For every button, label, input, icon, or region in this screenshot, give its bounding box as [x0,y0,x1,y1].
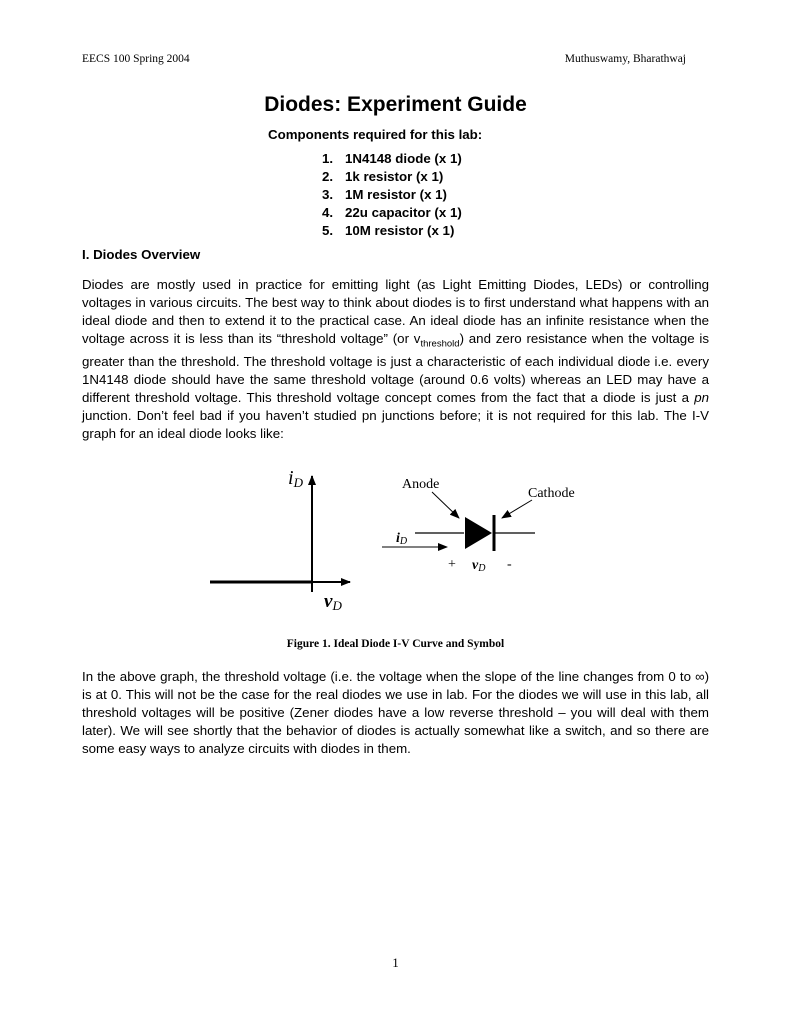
figure-caption: Figure 1. Ideal Diode I-V Curve and Symbol [286,638,505,650]
threshold-paragraph: In the above graph, the threshold voltage (i.e. the voltage when the slope of the line changes from 0 to ∞) is at 0. This will not be the case for the real diodes we use in lab. For the diodes we will use in this lab, all threshold voltages will be positive (Zener diodes have a low reverse threshold – you will deal with them later). We will see shortly that the behavior of diodes is actually somewhat like a switch, and so there are some easy ways to analyze circuits with diodes in them. [82,669,709,756]
overview-paragraph: Diodes are mostly used in practice for emitting light (as Light Emitting Diodes, LEDs) or controlling voltages in various circuits. The best way to think about diodes is to first understand what happens with an ideal diode and then to extend it to the practical case. An ideal diode has an infinite resistance when the voltage across it is less than its “threshold voltage” (or $v_{threshold}$) and zero resistance when the voltage is greater than the threshold. The threshold voltage is just a characteristic of each individual diode i.e. every 1N4148 diode should have the same threshold voltage (around 0.6 volts) whereas an LED may have a different threshold voltage. This threshold voltage concept comes from the fact that a diode is just a pn junction. Don’t feel bad if you haven’t studied pn junctions before; it is not required for this lab. The I-V graph for an ideal diode looks like: [82,277,710,441]
plus-sign: + [448,557,456,572]
diode-figure [200,462,600,622]
components-heading: Components required for this lab: [268,127,483,142]
header-author: Muthuswamy, Bharathwaj [564,53,686,65]
current-label: iD [396,531,408,547]
section-heading: I. Diodes Overview [82,247,201,262]
minus-sign: - [507,557,512,572]
voltage-label: vD [472,558,486,574]
diode-symbol [382,477,575,574]
y-axis-label: iD [288,467,303,490]
components-list [322,150,462,240]
list-item: 5. 10M resistor (x 1) [322,223,455,238]
anode-label: Anode [402,477,440,492]
list-item: 2. 1k resistor (x 1) [322,169,444,184]
x-axis-label: vD [324,591,342,613]
list-item: 1. 1N4148 diode (x 1) [322,151,462,166]
cathode-label: Cathode [528,486,575,501]
iv-graph [210,467,350,613]
list-item: 4. 22u capacitor (x 1) [322,205,462,220]
cathode-arrow [502,500,532,518]
page-number: 1 [392,955,399,970]
diode-triangle [465,517,492,549]
list-item: 3. 1M resistor (x 1) [322,187,447,202]
page-title: Diodes: Experiment Guide [264,93,527,116]
header-course: EECS 100 Spring 2004 [82,53,190,65]
anode-arrow [432,492,459,518]
